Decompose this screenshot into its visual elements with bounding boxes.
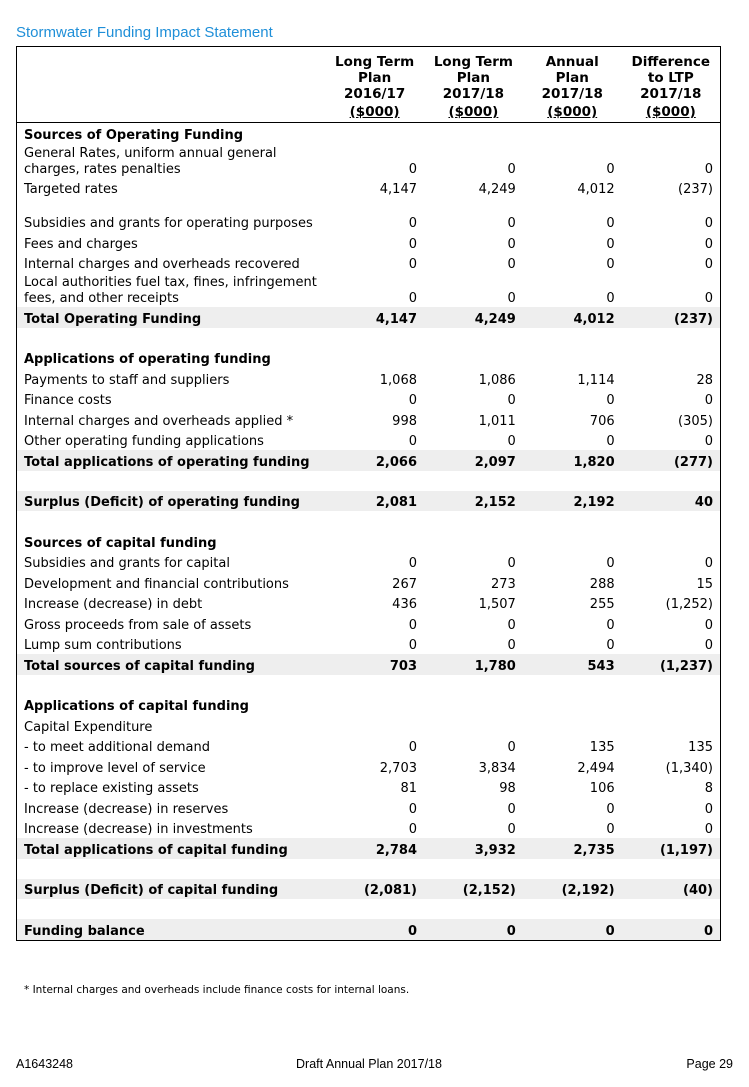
row-value: 0: [606, 617, 615, 633]
row-value: 2,494: [577, 760, 615, 776]
row-value: 267: [392, 576, 417, 592]
row-value: 0: [408, 291, 417, 306]
table-row: [17, 253, 721, 274]
table-row: [17, 232, 721, 253]
row-value: 0: [507, 393, 516, 408]
row-value: [325, 715, 424, 736]
row-value: 0: [606, 236, 615, 252]
unit-label: ($000): [645, 104, 696, 120]
row-value: 0: [606, 434, 615, 449]
row-value: 0: [704, 638, 713, 653]
row-value: (237): [678, 182, 713, 197]
unit-label: ($000): [547, 104, 598, 120]
table-row: [17, 797, 721, 818]
row-value: 0: [704, 393, 713, 408]
row-label: Subsidies and grants for operating purposes: [24, 216, 313, 231]
section-heading: Sources of Operating Funding: [24, 127, 244, 143]
row-value: 0: [704, 257, 713, 272]
header-blank: [17, 47, 326, 105]
row-value: 106: [589, 781, 615, 796]
footer-doc-id: A1643248: [16, 1057, 74, 1071]
row-value: 0: [606, 801, 615, 817]
row-label: - to meet additional demand: [24, 740, 210, 755]
total-row: [17, 491, 721, 512]
row-value: (1,252): [665, 597, 713, 612]
row-value: 0: [704, 291, 713, 306]
row-label: Subsidies and grants for capital: [24, 556, 230, 571]
row-value: 0: [704, 556, 713, 571]
row-label: Other operating funding applications: [24, 434, 264, 449]
row-value: 1,507: [478, 597, 516, 612]
table-row: [17, 593, 721, 614]
row-label: Increase (decrease) in investments: [24, 822, 253, 837]
row-value: 273: [490, 576, 516, 592]
row-value: 0: [704, 434, 713, 449]
row-label: Total applications of operating funding: [17, 450, 326, 471]
col-header-ltp-2017-18: Long Term Plan 2017/18: [433, 54, 513, 102]
row-value: 0: [704, 617, 713, 633]
table-row: [17, 409, 721, 430]
row-value: 0: [704, 822, 713, 837]
row-value: 4,147: [325, 307, 424, 328]
total-row: [17, 654, 721, 675]
row-label: Gross proceeds from sale of assets: [24, 617, 252, 633]
row-value: 0: [606, 291, 615, 306]
row-value: 0: [704, 801, 713, 817]
row-value: 0: [507, 161, 516, 177]
row-value: 0: [408, 617, 417, 633]
row-value: [622, 715, 721, 736]
table-row: [17, 613, 721, 634]
table-unit-row: [17, 104, 721, 123]
table-body: [17, 123, 721, 941]
row-value: 2,081: [325, 491, 424, 512]
row-value: 0: [606, 257, 615, 272]
row-value: 706: [589, 413, 615, 429]
row-value: (237): [622, 307, 721, 328]
row-value: 0: [424, 919, 523, 940]
spacer-row: [17, 899, 721, 919]
row-value: 0: [606, 638, 615, 653]
spacer-row: [17, 675, 721, 695]
row-label: Internal charges and overheads applied *: [24, 413, 294, 429]
row-value: 0: [325, 919, 424, 940]
row-value: 81: [400, 781, 417, 796]
table-row: [17, 572, 721, 593]
row-value: 2,066: [325, 450, 424, 471]
row-value: 4,147: [379, 182, 417, 197]
row-value: 0: [523, 919, 622, 940]
row-value: 28: [696, 372, 713, 388]
table-row: [17, 389, 721, 410]
section-heading-row: [17, 531, 721, 552]
row-label: Surplus (Deficit) of operating funding: [17, 491, 326, 512]
section-heading: Sources of capital funding: [24, 535, 217, 551]
row-value: (1,340): [665, 760, 713, 776]
total-row: [17, 307, 721, 328]
spacer-row: [17, 471, 721, 491]
row-value: [424, 715, 523, 736]
total-row: [17, 838, 721, 859]
table-row: [17, 756, 721, 777]
row-value: 3,834: [478, 760, 516, 776]
row-label: Development and financial contributions: [24, 576, 289, 592]
table-row: [17, 552, 721, 573]
row-value: 1,068: [379, 372, 417, 388]
row-value: 98: [499, 781, 516, 796]
row-value: 998: [392, 413, 417, 429]
table-row: [17, 715, 721, 736]
row-value: 255: [589, 597, 615, 612]
row-label: Total Operating Funding: [17, 307, 326, 328]
row-label: - to replace existing assets: [24, 781, 199, 796]
col-header-difference: Difference to LTP 2017/18: [631, 54, 711, 102]
table-row: [17, 198, 721, 232]
row-value: 0: [408, 822, 417, 837]
row-value: 0: [507, 236, 516, 252]
row-value: 4,012: [577, 182, 615, 197]
table-row: [17, 368, 721, 389]
row-value: 0: [507, 291, 516, 306]
row-value: 0: [704, 216, 713, 231]
row-value: 0: [507, 257, 516, 272]
row-value: 288: [589, 576, 615, 592]
row-value: 0: [606, 556, 615, 571]
row-value: 4,012: [523, 307, 622, 328]
row-value: (1,237): [622, 654, 721, 675]
row-value: 0: [704, 236, 713, 252]
col-header-ltp-2016-17: Long Term Plan 2016/17: [335, 54, 415, 102]
unit-label: ($000): [448, 104, 499, 120]
row-value: 0: [408, 638, 417, 653]
row-value: 0: [606, 161, 615, 177]
table-row: [17, 818, 721, 839]
row-value: 0: [606, 216, 615, 231]
row-value: 1,086: [478, 372, 516, 388]
row-label: Internal charges and overheads recovered: [24, 257, 300, 272]
row-value: 135: [688, 740, 713, 755]
row-value: [523, 715, 622, 736]
row-value: 1,820: [523, 450, 622, 471]
row-value: 0: [507, 617, 516, 633]
footer-doc-title: Draft Annual Plan 2017/18: [296, 1057, 442, 1071]
row-label: Targeted rates: [24, 182, 118, 197]
col-header-annual-plan: Annual Plan 2017/18: [541, 54, 603, 102]
total-row: [17, 919, 721, 940]
row-value: 0: [507, 434, 516, 449]
row-label: Payments to staff and suppliers: [24, 372, 230, 388]
section-heading: Applications of operating funding: [24, 352, 271, 367]
row-value: 436: [392, 597, 417, 612]
row-value: 4,249: [478, 182, 516, 197]
row-value: 4,249: [424, 307, 523, 328]
row-value: 0: [606, 822, 615, 837]
row-value: (2,152): [424, 879, 523, 900]
row-value: 0: [507, 822, 516, 837]
row-label: - to improve level of service: [24, 760, 206, 776]
section-heading-row: [17, 123, 721, 144]
row-value: 2,097: [424, 450, 523, 471]
row-value: (305): [678, 413, 713, 429]
section-heading-row: [17, 695, 721, 716]
row-value: 8: [704, 781, 713, 796]
table-row: [17, 144, 721, 178]
row-value: 1,114: [577, 372, 615, 388]
row-value: 0: [408, 434, 417, 449]
row-value: 0: [408, 216, 417, 231]
row-value: 40: [622, 491, 721, 512]
row-label: Funding balance: [17, 919, 326, 940]
row-value: 0: [408, 393, 417, 408]
footnote: * Internal charges and overheads include finance costs for internal loans.: [24, 984, 410, 996]
row-value: 0: [408, 236, 417, 252]
section-heading: Applications of capital funding: [24, 699, 249, 714]
spacer-row: [17, 328, 721, 348]
row-value: 0: [507, 638, 516, 653]
row-value: 2,192: [523, 491, 622, 512]
unit-label: ($000): [349, 104, 400, 120]
row-label: Fees and charges: [24, 236, 138, 252]
row-value: 2,784: [325, 838, 424, 859]
row-value: 1,780: [424, 654, 523, 675]
row-label: General Rates, uniform annual general charges, rates penalties: [24, 145, 277, 177]
funding-impact-table: [16, 46, 721, 941]
row-label: Total sources of capital funding: [17, 654, 326, 675]
row-label: Local authorities fuel tax, fines, infringement fees, and other receipts: [24, 275, 317, 306]
row-label: Total applications of capital funding: [17, 838, 326, 859]
row-value: 0: [507, 556, 516, 571]
row-label: Surplus (Deficit) of capital funding: [17, 879, 326, 900]
row-value: 0: [408, 801, 417, 817]
row-value: 0: [606, 393, 615, 408]
row-value: 135: [589, 740, 615, 755]
row-value: 0: [507, 801, 516, 817]
row-value: (2,192): [523, 879, 622, 900]
table-row: [17, 178, 721, 199]
row-value: 0: [408, 161, 417, 177]
row-value: 0: [704, 161, 713, 177]
table-row: [17, 736, 721, 757]
row-value: (277): [622, 450, 721, 471]
row-label: Increase (decrease) in reserves: [24, 801, 229, 817]
row-value: 703: [325, 654, 424, 675]
row-value: (2,081): [325, 879, 424, 900]
spacer-row: [17, 511, 721, 531]
row-label: Increase (decrease) in debt: [24, 597, 203, 612]
row-label: Lump sum contributions: [24, 638, 182, 653]
row-value: 1,011: [478, 413, 516, 429]
row-value: 0: [408, 257, 417, 272]
row-value: 0: [622, 919, 721, 940]
row-value: 2,735: [523, 838, 622, 859]
row-value: (1,197): [622, 838, 721, 859]
total-row: [17, 879, 721, 900]
row-value: (40): [622, 879, 721, 900]
table-row: [17, 777, 721, 798]
row-value: 0: [507, 740, 516, 755]
table-header-row: [17, 47, 721, 105]
row-value: 2,703: [379, 760, 417, 776]
footer-page-number: Page 29: [686, 1057, 733, 1071]
row-value: 543: [523, 654, 622, 675]
spacer-row: [17, 859, 721, 879]
page-title: Stormwater Funding Impact Statement: [16, 24, 273, 41]
row-value: 15: [696, 576, 713, 592]
total-row: [17, 450, 721, 471]
section-heading-row: [17, 348, 721, 369]
row-value: 2,152: [424, 491, 523, 512]
row-value: 3,932: [424, 838, 523, 859]
row-label: Capital Expenditure: [24, 719, 153, 735]
row-value: 0: [408, 556, 417, 571]
row-label: Finance costs: [24, 393, 112, 408]
table-row: [17, 430, 721, 451]
table-row: [17, 634, 721, 655]
table-row: [17, 273, 721, 307]
row-value: 0: [507, 216, 516, 231]
row-value: 0: [408, 740, 417, 755]
